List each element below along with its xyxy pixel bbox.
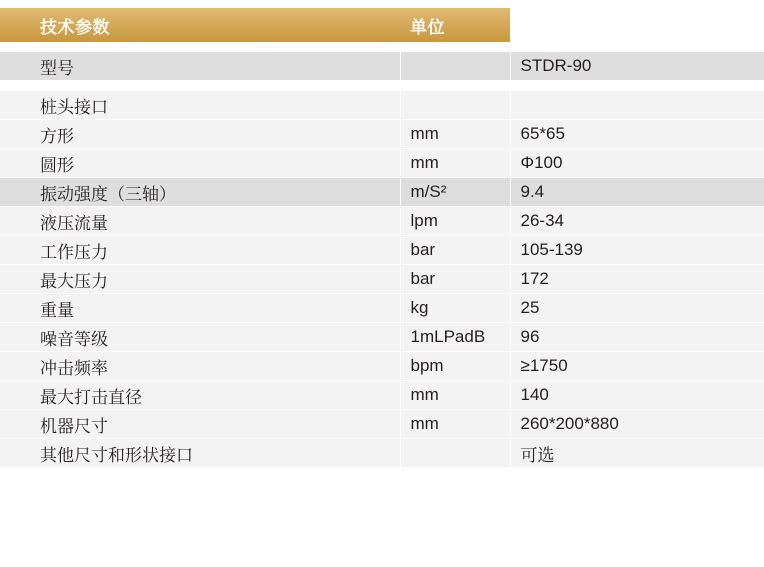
row-parameter: 工作压力 [0,236,400,265]
table-row [0,236,764,265]
row-parameter: 方形 [0,120,400,149]
table-row [0,294,764,323]
row-value: 140 [510,381,764,410]
table-row [0,52,764,81]
row-parameter: 噪音等级 [0,323,400,352]
row-unit: bpm [400,352,510,381]
header-gap [0,42,764,52]
row-value: 65*65 [510,120,764,149]
row-value: ≥1750 [510,352,764,381]
row-parameter: 重量 [0,294,400,323]
table-row [0,265,764,294]
table-row [0,91,764,120]
table-row [0,439,764,468]
table-row [0,178,764,207]
row-value: 25 [510,294,764,323]
row-parameter: 型号 [0,52,400,81]
table-row [0,381,764,410]
row-value: 96 [510,323,764,352]
row-parameter: 其他尺寸和形状接口 [0,439,400,468]
row-unit: kg [400,294,510,323]
row-unit: mm [400,381,510,410]
row-unit [400,91,510,120]
row-unit: m/S² [400,178,510,207]
row-gap-cell [0,81,764,91]
row-unit: lpm [400,207,510,236]
row-parameter: 冲击频率 [0,352,400,381]
row-value [510,91,764,120]
row-parameter: 液压流量 [0,207,400,236]
row-unit [400,52,510,81]
row-parameter: 最大压力 [0,265,400,294]
column-header-parameter: 技术参数 [0,8,400,42]
row-value: 26-34 [510,207,764,236]
table-body [0,42,764,468]
row-value: STDR-90 [510,52,764,81]
row-unit: mm [400,410,510,439]
row-parameter: 最大打击直径 [0,381,400,410]
row-value: 9.4 [510,178,764,207]
table-row [0,410,764,439]
column-header-value [510,8,764,42]
row-value: 172 [510,265,764,294]
row-value: 260*200*880 [510,410,764,439]
row-value: 105-139 [510,236,764,265]
table-header-row [0,8,764,42]
row-parameter: 振动强度（三轴） [0,178,400,207]
row-gap [0,81,764,91]
row-unit: bar [400,265,510,294]
table-row [0,149,764,178]
table-row [0,120,764,149]
header-gap-cell [0,42,764,52]
row-parameter: 圆形 [0,149,400,178]
row-unit: mm [400,149,510,178]
row-unit: bar [400,236,510,265]
row-value: Φ100 [510,149,764,178]
table-row [0,323,764,352]
table-row [0,207,764,236]
row-value: 可选 [510,439,764,468]
row-parameter: 机器尺寸 [0,410,400,439]
row-unit: mm [400,120,510,149]
row-parameter: 桩头接口 [0,91,400,120]
row-unit [400,439,510,468]
column-header-unit: 单位 [400,8,510,42]
table-header [0,8,764,42]
specifications-table [0,8,764,468]
table-row [0,352,764,381]
row-unit: 1mLPadB [400,323,510,352]
